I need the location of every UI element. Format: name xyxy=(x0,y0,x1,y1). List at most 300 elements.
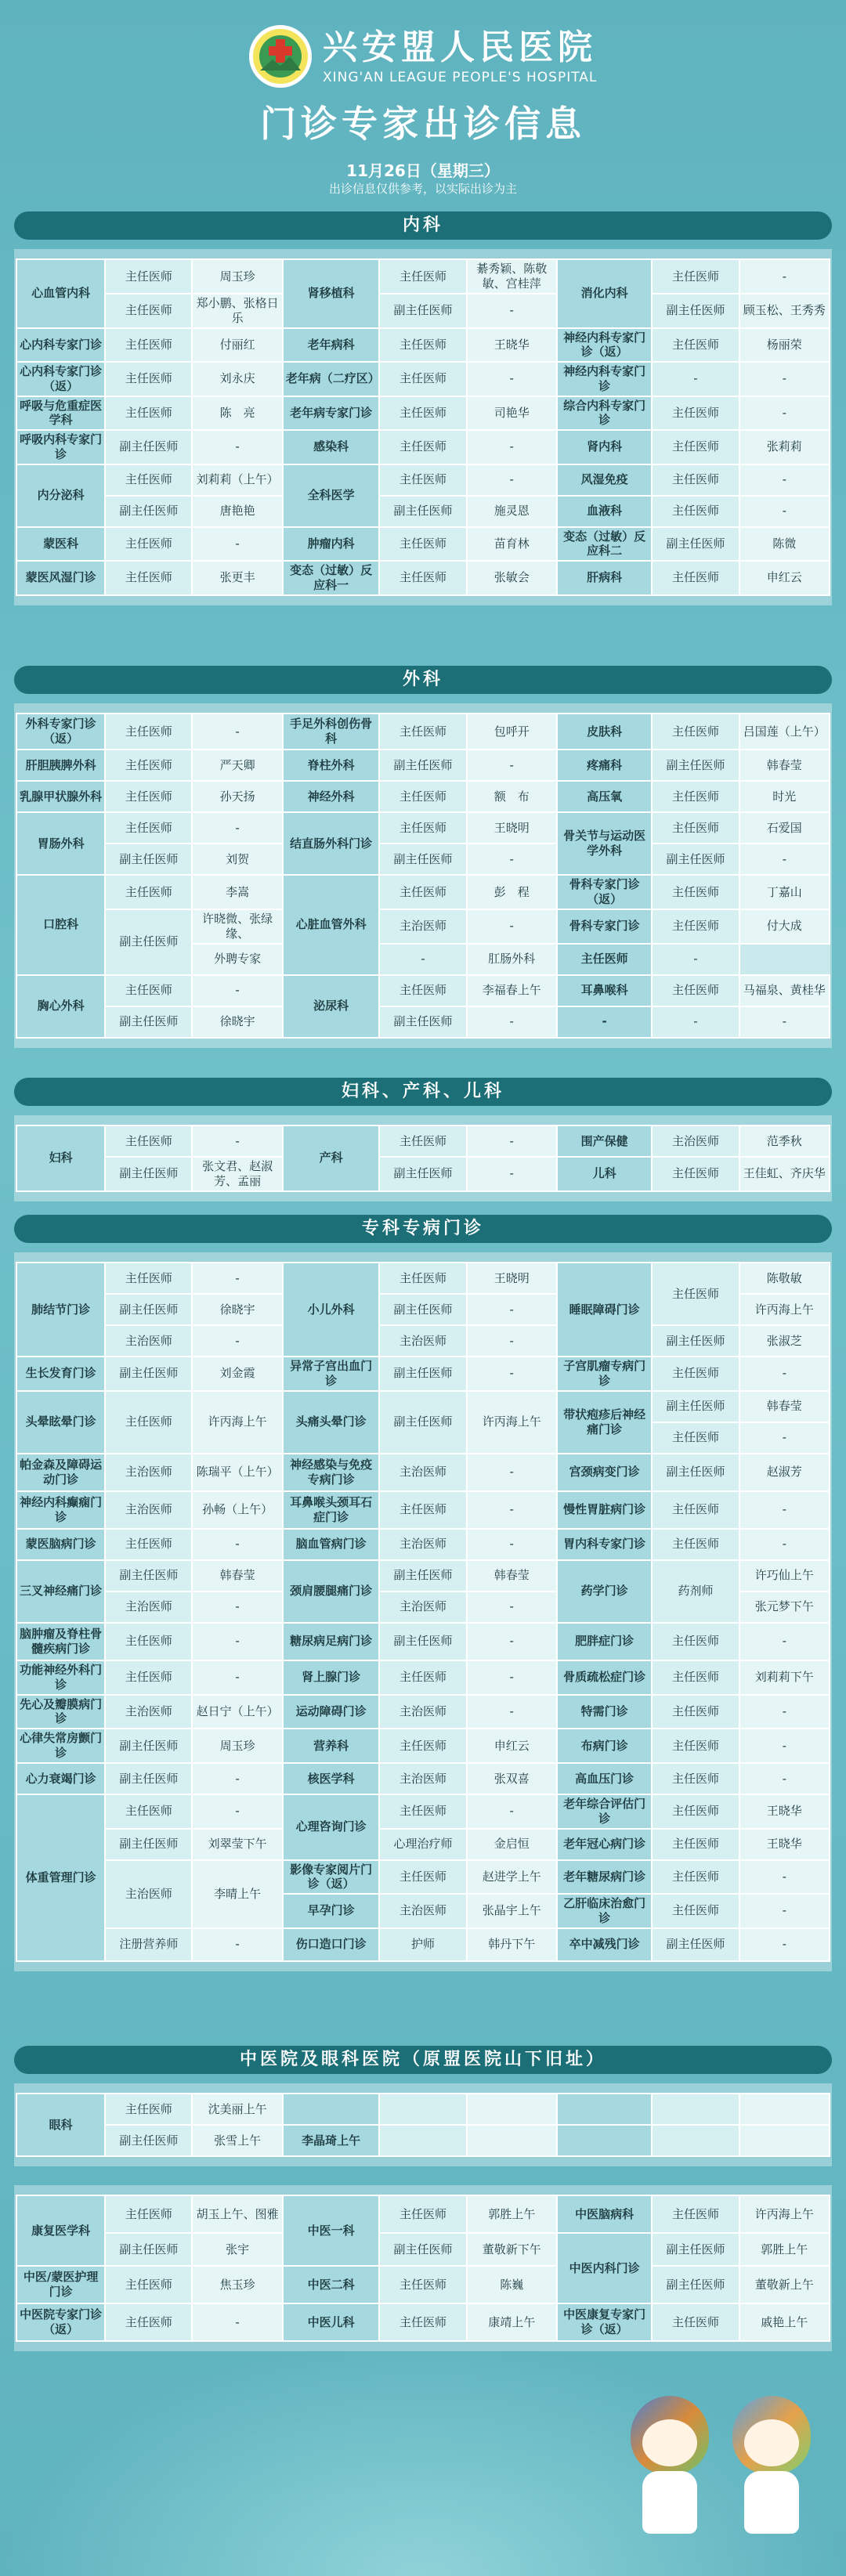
doctor-name-cell: 张晶宇上午 xyxy=(467,1894,557,1928)
section-panel xyxy=(14,1115,832,1201)
table-row xyxy=(16,1660,830,1695)
department-cell: 老年病（二疗区） xyxy=(283,362,380,396)
department-cell: 康复医学科 xyxy=(16,2195,105,2266)
doctor-name-cell: 范季秋 xyxy=(739,1125,830,1157)
department-cell: 三叉神经痛门诊 xyxy=(16,1560,105,1623)
doctor-title-cell: 主任医师 xyxy=(379,2266,466,2303)
department-cell: 肿瘤内科 xyxy=(283,527,380,562)
table-row xyxy=(16,2266,830,2303)
doctor-name-cell: 王晓明 xyxy=(467,812,557,844)
doctor-name-cell: - xyxy=(467,1591,557,1623)
table-row xyxy=(16,1325,830,1357)
doctor-name-cell: - xyxy=(739,1928,830,1961)
doctor-name-cell: 王晓华 xyxy=(739,1829,830,1860)
department-cell: 糖尿病足病门诊 xyxy=(283,1623,380,1660)
schedule-note: 出诊信息仅供参考，以实际出诊为主 xyxy=(328,182,517,196)
doctor-title-cell: 主任医师 xyxy=(379,1729,466,1763)
department-cell: 疼痛科 xyxy=(557,750,653,781)
doctor-title-cell xyxy=(652,2094,739,2125)
department-cell: 眼科 xyxy=(16,2094,105,2156)
department-cell: 早孕门诊 xyxy=(283,1894,380,1928)
department-cell: 头晕眩晕门诊 xyxy=(16,1391,105,1454)
department-cell: 心律失常房颤门诊 xyxy=(16,1729,105,1763)
department-cell: 泌尿科 xyxy=(283,975,380,1038)
department-cell: 肥胖症门诊 xyxy=(557,1623,653,1660)
table-row xyxy=(16,1695,830,1729)
mascot-illustration xyxy=(619,2388,822,2545)
doctor-title-cell: 副主任医师 xyxy=(105,1157,192,1191)
table-row xyxy=(16,1623,830,1660)
schedule-table xyxy=(16,1262,830,1962)
department-cell: 中医院专家门诊（返） xyxy=(16,2303,105,2341)
doctor-name-cell: - xyxy=(739,1422,830,1454)
schedule-table xyxy=(16,713,830,1039)
department-cell xyxy=(283,2094,380,2125)
section-panel xyxy=(14,2185,832,2351)
department-cell: 肾上腺门诊 xyxy=(283,1660,380,1695)
department-cell: 帕金森及障碍运动门诊 xyxy=(16,1454,105,1491)
doctor-title-cell: 主任医师 xyxy=(105,2303,192,2341)
doctor-title-cell: 主任医师 xyxy=(105,812,192,844)
doctor-title-cell: 主任医师 xyxy=(652,496,739,527)
section-panel xyxy=(14,249,832,605)
doctor-title-cell: 主任医师 xyxy=(105,1529,192,1560)
table-row xyxy=(16,1794,830,1829)
doctor-name-cell: 陈 亮 xyxy=(192,396,282,431)
department-cell: 脑血管病门诊 xyxy=(283,1529,380,1560)
doctor-name-cell: - xyxy=(739,1763,830,1794)
doctor-title-cell: 副主任医师 xyxy=(652,750,739,781)
doctor-name-cell: - xyxy=(739,259,830,294)
table-row xyxy=(16,2125,830,2156)
table-row xyxy=(16,294,830,328)
doctor-name-cell: 张文君、赵淑芳、孟丽 xyxy=(192,1157,282,1191)
doctor-name-cell: - xyxy=(739,362,830,396)
doctor-title-cell: 副主任医师 xyxy=(652,294,739,328)
doctor-title-cell: 主任医师 xyxy=(379,875,466,909)
doctor-name-cell: - xyxy=(467,1454,557,1491)
doctor-name-cell: - xyxy=(467,362,557,396)
doctor-title-cell: 主任医师 xyxy=(105,1794,192,1829)
doctor-title-cell: - xyxy=(652,944,739,975)
doctor-title-cell: 副主任医师 xyxy=(379,1006,466,1038)
department-cell: 蒙医科 xyxy=(16,527,105,562)
doctor-title-cell: 主任医师 xyxy=(379,561,466,595)
doctor-name-cell: 董敬新下午 xyxy=(467,2233,557,2266)
doctor-name-cell: 刘贺 xyxy=(192,844,282,875)
department-cell: 老年冠心病门诊 xyxy=(557,1829,653,1860)
table-row xyxy=(16,714,830,750)
doctor-name-cell: 刘翠莹下午 xyxy=(192,1829,282,1860)
department-cell: 颈肩腰腿痛门诊 xyxy=(283,1560,380,1623)
department-cell: 神经内科专家门诊 xyxy=(557,362,653,396)
doctor-name-cell: - xyxy=(192,1529,282,1560)
department-cell: 肝病科 xyxy=(557,561,653,595)
doctor-name-cell: - xyxy=(192,1263,282,1294)
doctor-name-cell: 张淑芝 xyxy=(739,1325,830,1357)
department-cell: 妇科 xyxy=(16,1125,105,1191)
hospital-logo-icon xyxy=(249,25,312,88)
doctor-title-cell: 主任医师 xyxy=(652,1860,739,1895)
doctor-title-cell: 主任医师 xyxy=(105,975,192,1006)
doctor-name-cell: 康靖上午 xyxy=(467,2303,557,2341)
table-row xyxy=(16,844,830,875)
table-row xyxy=(16,1928,830,1961)
section-header: 外科 xyxy=(14,666,832,694)
table-row xyxy=(16,328,830,363)
doctor-title-cell xyxy=(652,2125,739,2156)
doctor-name-cell: 许丙海上午 xyxy=(739,2195,830,2233)
doctor-title-cell: 主任医师 xyxy=(379,1860,466,1895)
doctor-name-cell: - xyxy=(192,1591,282,1623)
doctor-title-cell: 主任医师 xyxy=(652,781,739,812)
doctor-title-cell: 主任医师 xyxy=(105,781,192,812)
doctor-title-cell: 副主任医师 xyxy=(379,844,466,875)
doctor-title-cell: 副主任医师 xyxy=(379,1623,466,1660)
department-cell: 变态（过敏）反应科二 xyxy=(557,527,653,562)
doctor-title-cell: 主任医师 xyxy=(652,812,739,844)
doctor-title-cell: 副主任医师 xyxy=(105,2233,192,2266)
table-row xyxy=(16,2195,830,2233)
department-cell: 胃内科专家门诊 xyxy=(557,1529,653,1560)
doctor-name-cell: 顾玉松、王秀秀 xyxy=(739,294,830,328)
department-cell: 子宫肌瘤专病门诊 xyxy=(557,1357,653,1391)
department-cell: 心力衰竭门诊 xyxy=(16,1763,105,1794)
table-row xyxy=(16,2233,830,2266)
doctor-name-cell: - xyxy=(192,1660,282,1695)
doctor-title-cell: 副主任医师 xyxy=(379,496,466,527)
schedule-table xyxy=(16,2195,830,2342)
doctor-title-cell: 主任医师 xyxy=(105,875,192,909)
doctor-title-cell: 主任医师 xyxy=(379,259,466,294)
table-row xyxy=(16,750,830,781)
department-cell: 中医/蒙医护理门诊 xyxy=(16,2266,105,2303)
doctor-title-cell: 副主任医师 xyxy=(105,844,192,875)
table-row xyxy=(16,781,830,812)
department-cell: 全科医学 xyxy=(283,464,380,527)
department-cell: 功能神经外科门诊 xyxy=(16,1660,105,1695)
doctor-name-cell: 石爱国 xyxy=(739,812,830,844)
doctor-title-cell: 主任医师 xyxy=(105,328,192,363)
page-title: 门诊专家出诊信息 xyxy=(260,103,586,145)
doctor-title-cell: 主治医师 xyxy=(105,1491,192,1529)
table-row xyxy=(16,909,830,944)
department-cell: 特需门诊 xyxy=(557,1695,653,1729)
department-cell: 蒙医脑病门诊 xyxy=(16,1529,105,1560)
department-cell: 李晶琦上午 xyxy=(283,2125,380,2156)
doctor-name-cell: 赵淑芳 xyxy=(739,1454,830,1491)
doctor-title-cell: 主任医师 xyxy=(379,464,466,496)
doctor-title-cell: 主任医师 xyxy=(652,1491,739,1529)
doctor-name-cell: 郭胜上午 xyxy=(467,2195,557,2233)
schedule-table xyxy=(16,1125,830,1192)
doctor-name-cell: - xyxy=(192,1794,282,1829)
section-panel xyxy=(14,1252,832,1971)
department-cell: 药学门诊 xyxy=(557,1560,653,1623)
doctor-name-cell: 戚艳上午 xyxy=(739,2303,830,2341)
doctor-name-cell: - xyxy=(467,294,557,328)
doctor-name-cell: 马福泉、黄桂华 xyxy=(739,975,830,1006)
doctor-title-cell: 主任医师 xyxy=(105,464,192,496)
doctor-title-cell: 主任医师 xyxy=(105,396,192,431)
doctor-name-cell: 陈巍 xyxy=(467,2266,557,2303)
doctor-name-cell: 沈美丽上午 xyxy=(192,2094,282,2125)
doctor-title-cell: 主任医师 xyxy=(652,328,739,363)
hospital-name-cn: 兴安盟人民医院 xyxy=(323,27,597,67)
department-cell: 呼吸内科专家门诊 xyxy=(16,430,105,464)
doctor-title-cell: 副主任医师 xyxy=(105,430,192,464)
doctor-name-cell: 赵进学上午 xyxy=(467,1860,557,1895)
doctor-title-cell: 主任医师 xyxy=(379,396,466,431)
department-cell: 骨质疏松症门诊 xyxy=(557,1660,653,1695)
doctor-title-cell: 主任医师 xyxy=(379,975,466,1006)
doctor-title-cell: 主任医师 xyxy=(105,259,192,294)
table-row xyxy=(16,1729,830,1763)
doctor-name-cell: 韩丹下午 xyxy=(467,1928,557,1961)
department-cell: 中医脑病科 xyxy=(557,2195,653,2233)
doctor-title-cell: 主任医师 xyxy=(652,561,739,595)
doctor-name-cell: - xyxy=(739,1860,830,1895)
department-cell: 神经内科专家门诊（返） xyxy=(557,328,653,363)
doctor-title-cell: 主任医师 xyxy=(652,2303,739,2341)
doctor-title-cell: 主治医师 xyxy=(379,1763,466,1794)
doctor-name-cell: 焦玉珍 xyxy=(192,2266,282,2303)
doctor-name-cell: - xyxy=(739,396,830,431)
table-row xyxy=(16,259,830,294)
doctor-title-cell: 副主任医师 xyxy=(105,1829,192,1860)
doctor-title-cell: 副主任医师 xyxy=(379,1157,466,1191)
hospital-name-en: XING'AN LEAGUE PEOPLE'S HOSPITAL xyxy=(323,70,598,85)
doctor-title-cell: - xyxy=(652,1006,739,1038)
doctor-title-cell: 副主任医师 xyxy=(105,496,192,527)
department-cell: 伤口造口门诊 xyxy=(283,1928,380,1961)
department-cell: 心理咨询门诊 xyxy=(283,1794,380,1860)
doctor-name-cell: - xyxy=(467,1794,557,1829)
doctor-title-cell: 心理治疗师 xyxy=(379,1829,466,1860)
department-cell: 手足外科创伤骨科 xyxy=(283,714,380,750)
doctor-title-cell: 主任医师 xyxy=(652,1422,739,1454)
doctor-title-cell: 主治医师 xyxy=(105,1695,192,1729)
department-cell xyxy=(557,2094,653,2125)
doctor-name-cell: 陈瑞平（上午） xyxy=(192,1454,282,1491)
table-row xyxy=(16,1157,830,1191)
department-cell: 主任医师 xyxy=(557,944,653,975)
doctor-name-cell: - xyxy=(739,1357,830,1391)
department-cell: 乙肝临床治愈门诊 xyxy=(557,1894,653,1928)
doctor-name-cell: 施灵恩 xyxy=(467,496,557,527)
doctor-title-cell: 主任医师 xyxy=(105,1391,192,1454)
department-cell: 生长发育门诊 xyxy=(16,1357,105,1391)
doctor-title-cell xyxy=(379,2094,466,2125)
doctor-title-cell: 主任医师 xyxy=(105,1263,192,1294)
doctor-title-cell: 副主任医师 xyxy=(652,2233,739,2266)
table-row xyxy=(16,2303,830,2341)
doctor-title-cell: 主任医师 xyxy=(652,1529,739,1560)
doctor-title-cell: 主任医师 xyxy=(652,1894,739,1928)
department-cell: 先心及瓣膜病门诊 xyxy=(16,1695,105,1729)
doctor-title-cell: 主任医师 xyxy=(652,875,739,909)
doctor-title-cell: 副主任医师 xyxy=(105,1357,192,1391)
department-cell: 神经内科癫痫门诊 xyxy=(16,1491,105,1529)
doctor-name-cell: - xyxy=(739,1491,830,1529)
doctor-title-cell: 主任医师 xyxy=(379,362,466,396)
table-row xyxy=(16,812,830,844)
doctor-name-cell: 包呼开 xyxy=(467,714,557,750)
doctor-title-cell: 主任医师 xyxy=(379,1794,466,1829)
department-cell: 中医二科 xyxy=(283,2266,380,2303)
department-cell: 耳鼻喉头颈耳石症门诊 xyxy=(283,1491,380,1529)
department-cell: 耳鼻喉科 xyxy=(557,975,653,1006)
doctor-name-cell: 韩春莹 xyxy=(467,1560,557,1591)
doctor-name-cell: 张双喜 xyxy=(467,1763,557,1794)
table-row xyxy=(16,1491,830,1529)
doctor-name-cell: - xyxy=(467,1325,557,1357)
doctor-name-cell: 陈敬敏 xyxy=(739,1263,830,1294)
doctor-name-cell: - xyxy=(467,844,557,875)
doctor-title-cell: 副主任医师 xyxy=(105,1729,192,1763)
doctor-name-cell: 李晴上午 xyxy=(192,1860,282,1928)
section-panel xyxy=(14,703,832,1048)
doctor-title-cell: 主任医师 xyxy=(105,362,192,396)
doctor-name-cell: - xyxy=(467,1491,557,1529)
department-cell: 卒中减残门诊 xyxy=(557,1928,653,1961)
doctor-title-cell: 副主任医师 xyxy=(379,1560,466,1591)
department-cell: 脊柱外科 xyxy=(283,750,380,781)
doctor-title-cell: 主任医师 xyxy=(652,1263,739,1325)
page-header xyxy=(0,0,846,202)
doctor-title-cell: 主任医师 xyxy=(652,259,739,294)
doctor-name-cell: - xyxy=(467,1125,557,1157)
doctor-name-cell xyxy=(739,2125,830,2156)
doctor-title-cell: 主任医师 xyxy=(652,1357,739,1391)
doctor-title-cell: 副主任医师 xyxy=(105,1560,192,1591)
department-cell: 外科专家门诊（返） xyxy=(16,714,105,750)
doctor-title-cell: 主任医师 xyxy=(652,1623,739,1660)
schedule-date: 11月26日（星期三） xyxy=(346,161,500,180)
doctor-name-cell: - xyxy=(739,1894,830,1928)
doctor-title-cell: 主任医师 xyxy=(652,909,739,944)
department-cell: 胸心外科 xyxy=(16,975,105,1038)
department-cell: 异常子宫出血门诊 xyxy=(283,1357,380,1391)
table-row xyxy=(16,430,830,464)
department-cell: 老年综合评估门诊 xyxy=(557,1794,653,1829)
doctor-name-cell: 申红云 xyxy=(739,561,830,595)
schedule-table xyxy=(16,258,830,596)
doctor-name-cell: 王晓华 xyxy=(467,328,557,363)
doctor-title-cell: 主治医师 xyxy=(105,1454,192,1491)
doctor-title-cell: 主治医师 xyxy=(379,1454,466,1491)
department-cell: 消化内科 xyxy=(557,259,653,328)
mascot-right xyxy=(728,2396,815,2545)
doctor-title-cell: 主任医师 xyxy=(652,1763,739,1794)
doctor-name-cell: 许晓微、张绿缘、 xyxy=(192,909,282,944)
doctor-name-cell: - xyxy=(467,464,557,496)
doctor-title-cell: 主任医师 xyxy=(105,750,192,781)
doctor-name-cell: 张敏会 xyxy=(467,561,557,595)
table-row xyxy=(16,496,830,527)
doctor-title-cell: 副主任医师 xyxy=(379,1357,466,1391)
department-cell: 肾内科 xyxy=(557,430,653,464)
department-cell: 变态（过敏）反应科一 xyxy=(283,561,380,595)
doctor-title-cell: 主任医师 xyxy=(379,714,466,750)
doctor-name-cell: 张宇 xyxy=(192,2233,282,2266)
doctor-name-cell: 张雪上午 xyxy=(192,2125,282,2156)
department-cell: 营养科 xyxy=(283,1729,380,1763)
department-cell: 蒙医风湿门诊 xyxy=(16,561,105,595)
doctor-name-cell: 郭胜上午 xyxy=(739,2233,830,2266)
doctor-name-cell: 司艳华 xyxy=(467,396,557,431)
doctor-name-cell: 韩春莹 xyxy=(192,1560,282,1591)
doctor-title-cell: 副主任医师 xyxy=(379,750,466,781)
doctor-name-cell: 王佳虹、齐庆华 xyxy=(739,1157,830,1191)
doctor-title-cell: 副主任医师 xyxy=(652,844,739,875)
doctor-name-cell: 赵日宁（上午） xyxy=(192,1695,282,1729)
doctor-title-cell: 副主任医师 xyxy=(652,1325,739,1357)
doctor-name-cell: 郑小鹏、张格日乐 xyxy=(192,294,282,328)
table-row xyxy=(16,1454,830,1491)
doctor-name-cell: - xyxy=(739,1006,830,1038)
department-cell: 综合内科专家门诊 xyxy=(557,396,653,431)
department-cell: 骨科专家门诊 xyxy=(557,909,653,944)
doctor-name-cell: 唐艳艳 xyxy=(192,496,282,527)
doctor-title-cell: 副主任医师 xyxy=(379,1391,466,1454)
doctor-title-cell: 主任医师 xyxy=(652,430,739,464)
doctor-title-cell: 主任医师 xyxy=(105,2195,192,2233)
doctor-title-cell: 主治医师 xyxy=(379,1894,466,1928)
doctor-name-cell: - xyxy=(192,2303,282,2341)
department-cell: 呼吸与危重症医学科 xyxy=(16,396,105,431)
doctor-title-cell: 主任医师 xyxy=(379,1263,466,1294)
doctor-title-cell: 护师 xyxy=(379,1928,466,1961)
doctor-name-cell: 李嵩 xyxy=(192,875,282,909)
department-cell: 体重管理门诊 xyxy=(16,1794,105,1961)
department-cell: 心内科专家门诊（返） xyxy=(16,362,105,396)
doctor-name-cell: 孙天扬 xyxy=(192,781,282,812)
table-row xyxy=(16,1829,830,1860)
doctor-name-cell: 胡玉上午、图雅 xyxy=(192,2195,282,2233)
doctor-name-cell: 金启恒 xyxy=(467,1829,557,1860)
doctor-title-cell xyxy=(379,2125,466,2156)
doctor-title-cell: 主任医师 xyxy=(652,714,739,750)
doctor-title-cell: 主任医师 xyxy=(379,527,466,562)
doctor-title-cell: 副主任医师 xyxy=(105,1294,192,1325)
doctor-name-cell: - xyxy=(739,1729,830,1763)
doctor-title-cell: 主任医师 xyxy=(105,561,192,595)
doctor-title-cell: 药剂师 xyxy=(652,1560,739,1623)
department-cell: 心脏血管外科 xyxy=(283,875,380,975)
doctor-name-cell: - xyxy=(739,844,830,875)
department-cell: 骨关节与运动医学外科 xyxy=(557,812,653,875)
doctor-name-cell: - xyxy=(467,1623,557,1660)
doctor-name-cell: 肛肠外科 xyxy=(467,944,557,975)
doctor-title-cell: 主任医师 xyxy=(105,714,192,750)
department-cell xyxy=(557,2125,653,2156)
doctor-name-cell: 韩春莹 xyxy=(739,1391,830,1422)
department-cell: 乳腺甲状腺外科 xyxy=(16,781,105,812)
doctor-name-cell: - xyxy=(192,1125,282,1157)
doctor-title-cell: 主任医师 xyxy=(105,527,192,562)
doctor-title-cell: 主任医师 xyxy=(379,1660,466,1695)
doctor-name-cell: 王晓华 xyxy=(739,1794,830,1829)
doctor-name-cell xyxy=(467,2125,557,2156)
table-row xyxy=(16,561,830,595)
doctor-title-cell: 主任医师 xyxy=(652,975,739,1006)
doctor-title-cell: 副主任医师 xyxy=(652,1454,739,1491)
doctor-name-cell: 刘莉莉（上午） xyxy=(192,464,282,496)
table-row xyxy=(16,527,830,562)
doctor-title-cell: 副主任医师 xyxy=(105,1006,192,1038)
doctor-title-cell: 主任医师 xyxy=(105,294,192,328)
